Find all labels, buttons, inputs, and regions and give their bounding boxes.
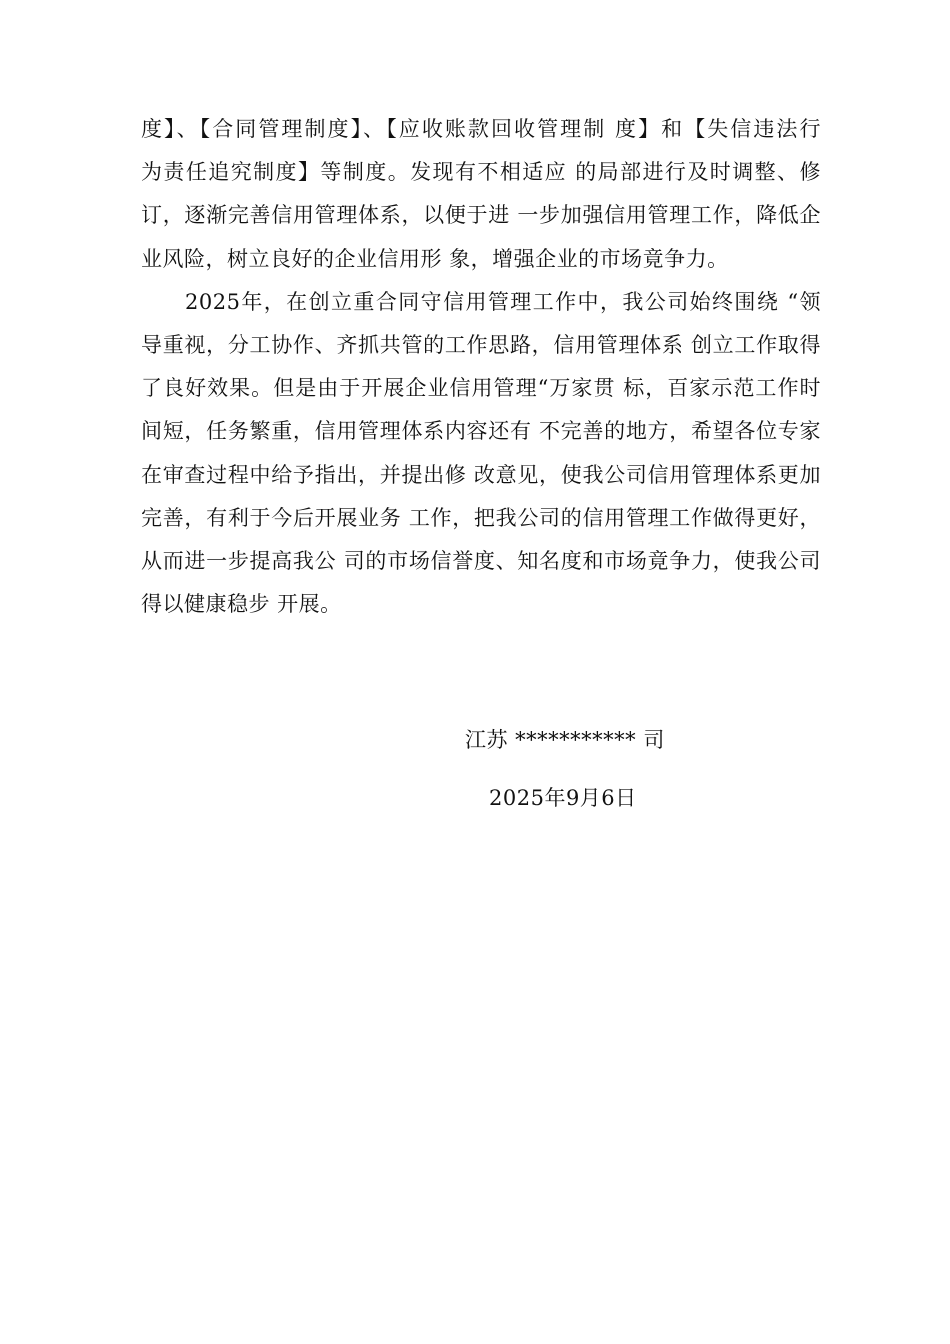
paragraph-line: 从而进一步提高我公 司的市场信誉度、知名度和市场竟争力，使我公司 xyxy=(141,548,821,573)
document-body xyxy=(141,108,821,626)
paragraph-line: 完善，有利于今后开展业务 工作，把我公司的信用管理工作做得更好， xyxy=(141,505,821,530)
paragraph-line: 间短，任务繁重，信用管理体系内容还有 不完善的地方，希望各位专家 xyxy=(141,419,821,444)
paragraph-line: 订，逐渐完善信用管理体系，以便于进 一步加强信用管理工作，降低企 xyxy=(141,203,821,228)
signature-company: 江苏 *********** 司 xyxy=(465,728,665,752)
paragraph-1 xyxy=(141,108,821,281)
paragraph-line: 在审查过程中给予指出，并提出修 改意见，使我公司信用管理体系更加 xyxy=(141,462,821,487)
paragraph-line: 导重视，分工协作、齐抓共管的工作思路，信用管理体系 创立工作取得 xyxy=(141,332,821,357)
paragraph-line: 业风险，树立良好的企业信用形 象，增强企业的市场竟争力。 xyxy=(141,246,729,271)
signature-date: 2025年9月6日 xyxy=(489,786,637,810)
paragraph-line: 了良好效果。但是由于开展企业信用管理“万家贯 标，百家示范工作时 xyxy=(141,376,821,401)
paragraph-2 xyxy=(141,281,821,627)
paragraph-line: 得以健康稳步 开展。 xyxy=(141,592,342,617)
paragraph-line: 度】、【合同管理制度】、【应收账款回收管理制 度】和【失信违法行 xyxy=(141,117,821,141)
signature-block xyxy=(465,722,725,816)
paragraph-line: 为责任追究制度】等制度。发现有不相适应 的局部进行及时调整、修 xyxy=(141,160,821,185)
paragraph-line: 2025年，在创立重合同守信用管理工作中，我公司始终围绕 “领 xyxy=(185,289,821,314)
